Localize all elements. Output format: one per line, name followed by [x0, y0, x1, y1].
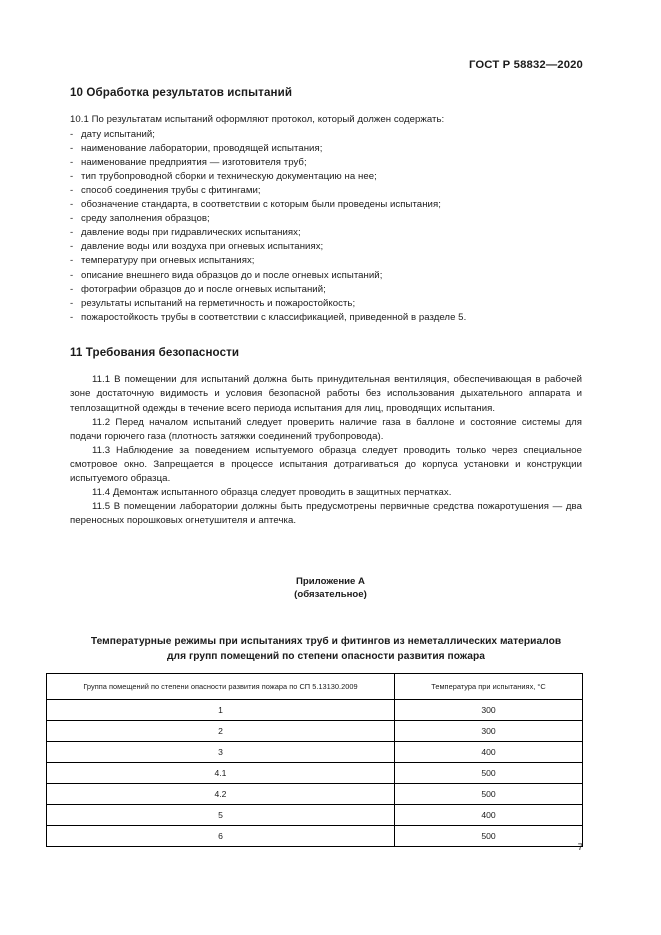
- list-item-label: описание внешнего вида образцов до и после огневых испытаний;: [81, 269, 383, 281]
- table-cell-group: 5: [47, 805, 395, 826]
- table-row: [47, 784, 583, 805]
- table-cell-group: 6: [47, 826, 395, 847]
- section-11-paragraph-3: 11.3 Наблюдение за поведением испытуемого образца следует проводить только через специальное смотровое окно. Запрещается в процессе испытания дотрагиваться до корпуса установки и конструкции испытуемого образца.: [70, 444, 582, 485]
- list-item: [70, 254, 582, 268]
- table-row: [47, 721, 583, 742]
- list-item: [70, 128, 582, 142]
- list-item-label: пожаростойкость трубы в соответствии с классификацией, приведенной в разделе 5.: [81, 311, 467, 323]
- table-body: [47, 700, 583, 847]
- list-item: [70, 156, 582, 170]
- list-item-label: давление воды или воздуха при огневых испытаниях;: [81, 241, 324, 253]
- table-cell-temperature: 400: [395, 742, 583, 763]
- table-cell-temperature: 500: [395, 784, 583, 805]
- section-10-intro-paragraph: 10.1 По результатам испытаний оформляют протокол, который должен содержать:: [70, 114, 445, 126]
- list-item-dash: -: [70, 269, 74, 281]
- appendix-label-line-1: Приложение А: [296, 576, 365, 587]
- table-cell-temperature: 300: [395, 721, 583, 742]
- list-item-dash: -: [70, 156, 74, 168]
- document-header-standard-number: ГОСТ Р 58832—2020: [468, 59, 583, 71]
- list-item-dash: -: [70, 255, 74, 267]
- section-11-paragraph-5: 11.5 В помещении лаборатории должны быть предусмотрены первичные средства пожаротушения — два переносных порошковых огнетушителя и аптечка.: [70, 501, 582, 527]
- table-cell-temperature: 300: [395, 700, 583, 721]
- list-item: [70, 240, 582, 254]
- list-item-dash: -: [70, 184, 74, 196]
- list-item-dash: -: [70, 227, 74, 239]
- temperature-regimes-table: [46, 673, 583, 847]
- section-11-paragraph-2: 11.2 Перед началом испытаний следует проверить наличие газа в баллоне и состояние системы для подачи горючего газа (плотность затяжки соединений трубопровода).: [70, 416, 582, 442]
- list-item: [70, 184, 582, 198]
- appendix-title-line-1: Температурные режимы при испытаниях труб и фитингов из неметаллических материалов: [90, 636, 562, 647]
- section-11-heading: 11 Требования безопасности: [70, 345, 240, 359]
- list-item-dash: -: [70, 199, 74, 211]
- list-item-dash: -: [70, 170, 74, 182]
- table-cell-group: 2: [47, 721, 395, 742]
- list-item-label: давление воды при гидравлических испытаниях;: [81, 227, 301, 239]
- table-cell-group: 3: [47, 742, 395, 763]
- list-item-dash: -: [70, 213, 74, 225]
- list-item: [70, 170, 582, 184]
- table-row: [47, 805, 583, 826]
- list-item: [70, 212, 582, 226]
- table-row: [47, 826, 583, 847]
- list-item: [70, 269, 582, 283]
- list-item: [70, 297, 582, 311]
- list-item-dash: -: [70, 311, 74, 323]
- appendix-label-line-2: (обязательное): [294, 588, 367, 600]
- table-cell-temperature: 500: [395, 763, 583, 784]
- list-item-label: результаты испытаний на герметичность и пожаростойкость;: [81, 297, 356, 309]
- table-column-header-group: Группа помещений по степени опасности развития пожара по СП 5.13130.2009: [47, 674, 395, 700]
- section-10-heading: 10 Обработка результатов испытаний: [70, 86, 293, 99]
- list-item: [70, 311, 582, 325]
- spacer: [70, 325, 582, 346]
- page-number: 7: [577, 842, 583, 853]
- table-row: [47, 763, 583, 784]
- table-cell-group: 1: [47, 700, 395, 721]
- table-cell-group: 4.2: [47, 784, 395, 805]
- table-cell-temperature: 400: [395, 805, 583, 826]
- list-item: [70, 226, 582, 240]
- spacer: [70, 360, 582, 373]
- list-item-label: температуру при огневых испытаниях;: [81, 255, 255, 267]
- list-item-label: фотографии образцов до и после огневых испытаний;: [81, 283, 326, 295]
- list-item-label: наименование лаборатории, проводящей испытания;: [81, 142, 323, 154]
- table-cell-group: 4.1: [47, 763, 395, 784]
- table-cell-temperature: 500: [395, 826, 583, 847]
- list-item: [70, 142, 582, 156]
- appendix-title: [70, 634, 582, 664]
- list-item-dash: -: [70, 142, 74, 154]
- table-row: [47, 742, 583, 763]
- document-body: [70, 86, 582, 528]
- section-11-paragraph-1: 11.1 В помещении для испытаний должна быть принудительная вентиляция, обеспечивающая в рабочей зоне достаточную видимость и условия безопасной работы без использования дыхательного аппарата и теплозащитной одежды в течение всего периода испытания для лиц, проводящих испытания.: [70, 374, 582, 414]
- list-item: [70, 198, 582, 212]
- appendix-label: [0, 576, 661, 601]
- section-10-requirements-list: [70, 128, 582, 325]
- list-item-dash: -: [70, 283, 74, 295]
- table-column-header-temperature: Температура при испытаниях, °С: [395, 674, 583, 700]
- list-item-dash: -: [70, 128, 74, 140]
- table-row: [47, 700, 583, 721]
- list-item: [70, 283, 582, 297]
- section-11-paragraph-4: 11.4 Демонтаж испытанного образца следует проводить в защитных перчатках.: [92, 487, 452, 499]
- list-item-label: дату испытаний;: [81, 128, 155, 140]
- appendix-title-line-2: для групп помещений по степени опасности развития пожара: [167, 651, 485, 662]
- list-item-label: способ соединения трубы с фитингами;: [81, 184, 261, 196]
- list-item-label: тип трубопроводной сборки и техническую документацию на нее;: [81, 170, 377, 182]
- list-item-dash: -: [70, 297, 74, 309]
- list-item-label: наименование предприятия — изготовителя труб;: [81, 156, 307, 168]
- list-item-label: среду заполнения образцов;: [81, 213, 210, 225]
- list-item-label: обозначение стандарта, в соответствии с которым были проведены испытания;: [81, 199, 441, 211]
- list-item-dash: -: [70, 241, 74, 253]
- table-header-row: [47, 674, 583, 700]
- spacer: [70, 100, 582, 113]
